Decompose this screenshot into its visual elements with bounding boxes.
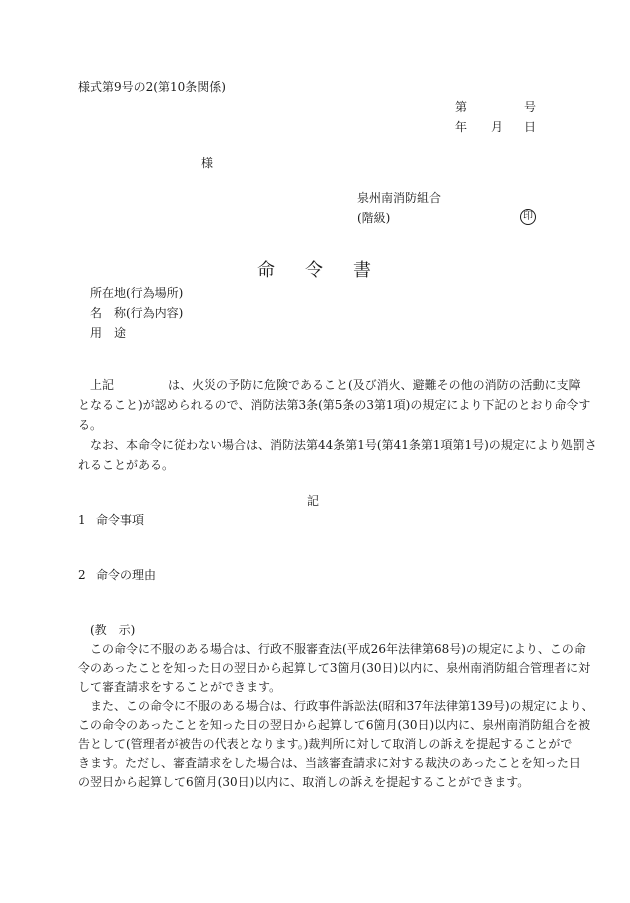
section-2-label: 命令の理由 [96,568,157,582]
field-use-b: 途 [114,326,127,340]
field-name-a: 名 [90,306,103,320]
body-para1-line2: となること)が認められるので、消防法第3条(第5条の3第1項)の規定により下記のとおり命令す [78,398,591,412]
date-day: 日 [524,120,537,134]
instruction-line-6: 告として(管理者が被告の代表となります。)裁判所に対して取消しの訴えを提起することがで [78,737,573,751]
title-char-2: 令 [305,260,325,281]
body-para1-line3: る。 [78,418,103,432]
document-number-prefix: 第 [455,100,468,114]
date-month: 月 [491,120,504,134]
body-para2-line2: れることがある。 [78,458,175,472]
instruction-heading: (教 示) [90,623,136,637]
title-char-1: 命 [257,260,277,281]
section-1-number: 1 [78,513,86,527]
ki-heading: 記 [307,494,320,508]
section-2-number: 2 [78,568,86,582]
document-number-suffix: 号 [524,100,537,114]
instruction-line-7: きます。ただし、審査請求をした場合は、当該審査請求に対する裁決のあったことを知った日 [78,756,581,770]
instruction-line-4: また、この命令に不服のある場合は、行政事件訴訟法(昭和37年法律第139号)の規定により、 [90,699,594,713]
issuer-org: 泉州南消防組合 [357,191,442,205]
addressee-suffix: 様 [201,156,214,170]
field-use-a: 用 [90,326,103,340]
title-char-3: 書 [353,260,373,281]
form-number: 様式第9号の2(第10条関係) [78,80,226,94]
body-para1-start: 上記 [90,378,115,392]
body-para2-line1: なお、本命令に従わない場合は、消防法第44条第1号(第41条第1項第1号)の規定により処罰さ [90,438,597,452]
instruction-line-3: して審査請求をすることができます。 [78,680,282,694]
instruction-line-5: この命令のあったことを知った日の翌日から起算して6箇月(30日)以内に、泉州南消防組合を被 [78,718,591,732]
instruction-line-8: の翌日から起算して6箇月(30日)以内に、取消しの訴えを提起することができます。 [78,775,530,789]
field-name-b: 称(行為内容) [114,306,184,320]
instruction-line-1: この命令に不服のある場合は、行政不服審査法(平成26年法律第68号)の規定により、この命 [90,642,586,656]
issuer-rank: (階級) [357,211,391,225]
section-1-label: 命令事項 [96,513,145,527]
field-location: 所在地(行為場所) [90,286,184,300]
date-year: 年 [455,120,468,134]
seal-mark: 印 [520,209,536,225]
instruction-line-2: 令のあったことを知った日の翌日から起算して3箇月(30日)以内に、泉州南消防組合管理者に対 [78,661,591,675]
body-para1-line1: は、火災の予防に危険であること(及び消火、避難その他の消防の活動に支障 [168,378,581,392]
